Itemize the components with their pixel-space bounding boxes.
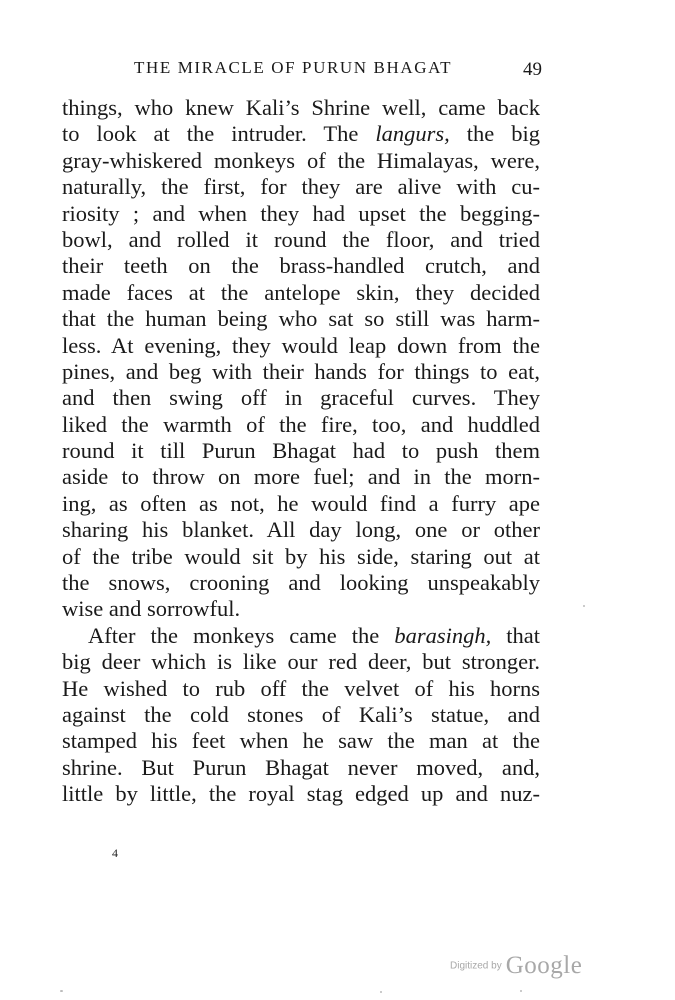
running-title: THE MIRACLE OF PURUN BHAGAT	[134, 58, 453, 77]
text-segment: against the cold stones of Kali’s statue, and	[62, 701, 540, 727]
text-line	[62, 95, 540, 121]
text-segment: shrine. But Purun Bhagat never moved, and,	[62, 754, 540, 780]
text-line	[62, 174, 540, 200]
text-line	[62, 649, 540, 675]
text-segment: naturally, the first, for they are alive with cu-	[62, 174, 540, 200]
text-line	[62, 544, 540, 570]
text-line	[62, 121, 540, 147]
text-segment: bowl, and rolled it round the floor, and tried	[62, 226, 540, 252]
body-text	[62, 95, 540, 808]
text-segment: the big	[449, 121, 540, 147]
text-segment: gray-whiskered monkeys of the Himalayas, were,	[62, 147, 540, 173]
text-segment: stamped his feet when he saw the man at the	[62, 728, 540, 754]
page-number: 49	[523, 59, 542, 80]
text-line	[62, 781, 540, 807]
text-segment: and then swing off in graceful curves. They	[62, 385, 540, 411]
text-line	[62, 227, 540, 253]
text-line	[62, 438, 540, 464]
text-line	[62, 464, 540, 490]
text-line	[62, 702, 540, 728]
text-segment: pines, and beg with their hands for things to eat,	[62, 358, 540, 384]
digitized-by-google-watermark	[450, 952, 590, 982]
text-line	[62, 517, 540, 543]
text-segment: of the tribe would sit by his side, staring out at	[62, 543, 540, 569]
scan-speck	[380, 991, 382, 993]
text-line	[62, 728, 540, 754]
google-logo: Google	[505, 952, 583, 979]
text-segment: ing, as often as not, he would find a furry ape	[62, 490, 540, 516]
text-line	[62, 491, 540, 517]
signature-mark: 4	[112, 846, 118, 860]
text-line	[62, 676, 540, 702]
text-segment: that	[491, 622, 540, 648]
text-line	[62, 755, 540, 781]
text-segment: that the human being who sat so still was harm-	[62, 306, 540, 332]
watermark-prefix: Digitized by	[450, 960, 502, 972]
text-segment: little by little, the royal stag edged up and nuz-	[62, 781, 540, 807]
scan-speck	[583, 605, 585, 607]
text-segment: the snows, crooning and looking unspeakably	[62, 570, 540, 596]
text-line	[62, 596, 540, 622]
text-segment: big deer which is like our red deer, but stronger.	[62, 649, 540, 675]
text-segment: He wished to rub off the velvet of his horns	[62, 675, 540, 701]
running-head	[62, 58, 542, 88]
text-segment: wise and sorrowful.	[62, 596, 241, 622]
text-segment: things, who knew Kali’s Shrine well, came back	[62, 95, 540, 120]
text-line	[62, 306, 540, 332]
scan-speck	[520, 990, 522, 992]
text-segment: made faces at the antelope skin, they decided	[62, 279, 540, 305]
text-line	[62, 623, 540, 649]
text-segment: less. At evening, they would leap down from the	[62, 332, 540, 358]
text-segment: aside to throw on more fuel; and in the morn-	[62, 464, 540, 490]
text-line	[62, 253, 540, 279]
text-segment: to look at the intruder. The	[62, 121, 376, 147]
text-segment: riosity ; and when they had upset the begging-	[62, 200, 540, 226]
scan-speck	[60, 990, 63, 992]
text-line	[62, 570, 540, 596]
text-segment: liked the warmth of the fire, too, and huddled	[62, 411, 540, 437]
text-line	[62, 412, 540, 438]
italic-word: barasingh,	[394, 622, 492, 648]
text-line	[62, 201, 540, 227]
text-line	[62, 333, 540, 359]
text-line	[62, 385, 540, 411]
text-line	[62, 359, 540, 385]
text-segment: their teeth on the brass-handled crutch, and	[62, 253, 540, 279]
text-segment: round it till Purun Bhagat had to push them	[62, 438, 540, 464]
text-line	[62, 280, 540, 306]
italic-word: langurs,	[375, 121, 450, 147]
text-segment: After the monkeys came the	[88, 622, 395, 648]
text-segment: sharing his blanket. All day long, one or other	[62, 517, 540, 543]
text-line	[62, 148, 540, 174]
